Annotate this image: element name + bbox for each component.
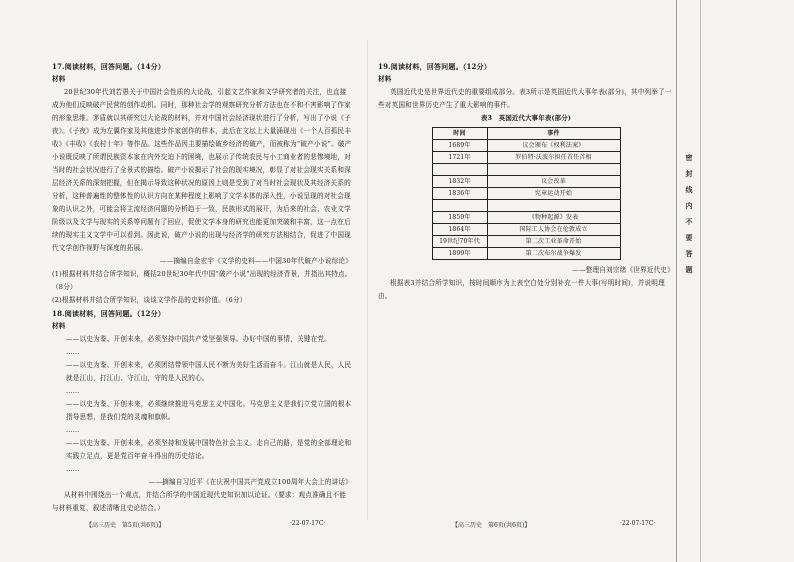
q17-source: ——摘编自金宏宇《文学的史料——中国30年代破产小说综论》: [159, 257, 352, 265]
table-row: [432, 188, 620, 200]
binding-char: 要: [685, 233, 693, 242]
table-cell-time: [432, 164, 487, 176]
binding-line: [676, 0, 677, 562]
table-cell-event: 宪章运动开始: [487, 188, 620, 200]
left-page: [52, 60, 352, 515]
table-header-event: 事件: [487, 128, 620, 140]
table-cell-event: 第二次工业革命开始: [487, 236, 620, 248]
table-row: [432, 248, 620, 260]
table-row: [432, 212, 620, 224]
table-cell-event: 议会颁布《权利法案》: [487, 140, 620, 152]
q18-title: 18.阅读材料，回答问题。（12分）: [52, 309, 166, 318]
table-cell-event: 国际工人协会在伦敦成立: [487, 224, 620, 236]
table-row: [432, 152, 620, 164]
binding-margin-text: [680, 150, 698, 278]
table-cell-time: 1836年: [432, 188, 487, 200]
table-caption: 表3 英国近代大事年表(部分): [480, 114, 572, 122]
chronology-table: [432, 127, 621, 260]
table-cell-event: [487, 200, 620, 212]
q18-ellipsis-1: ……: [66, 348, 80, 356]
table-cell-event: 罗伯特·沃波尔担任首任首相: [487, 152, 620, 164]
footer-right-page: 【高三历史 第6页(共6页)】: [452, 522, 531, 529]
q19-intro: 英国近代史是世界近代史的重要组成部分。表3所示是英国近代大事年表(部分)，其中列举了一些对英国和世界历史产生了重大影响的事件。: [378, 88, 672, 109]
table-cell-time: [432, 200, 487, 212]
table-cell-time: 1689年: [432, 140, 487, 152]
binding-char: 答: [685, 249, 693, 258]
table-cell-time: 19世纪70年代: [432, 236, 487, 248]
q18-quote-3: ——以史为鉴、开创未来，必须继续推进马克思主义中国化。马克思主义是我们立党立国的根本指导思想，是我们党的灵魂和旗帜。: [66, 400, 352, 421]
q17-material-body: 20世纪30年代刘若愚关于中国社会性质的大论战，引起文艺作家和文学研究者的关注，也直接成为他们反映破产民营的创作动机。同时，那种社会学的观察研究分析方法也在不和不害影响了作家的形象思维。茅盾就以其研究过大论战的材料，并对中国社会经济现状进行了分析，写出了小说《子夜》。《子夜》成为左翼作家及其他进步作家创作的样本，此后在文坛上大量涌现出《一个人百孤民丰收》《丰收》《农村十年》等作品。这些作品因主要描绘破乡经济的破产，而被称为“破产小说”。破产小说既反映了所谓民族资本家在内外交迫下的困境，也展示了传统农民与小工商业者的悲惨境地，对当时的社会状况进行了全景式的描绘。破产小说揭示了社会的现实境况，彰显了对社会现实关系和深层经济关系的深刻把握，但在揭示导致这种状况的原因上则是受到了对当时社会现状及其经济关系的分析，这种普遍性的整体性的认识方向在某种程度上影响了文学本体的深入性，小说呈现的对社会现象的认识之外，可能会将主流经济问题的分析趋于一致，民族形式的展开，为后来的社会、农业文学阶级以及文学与现实的关系等问题有了回应，促使文学本身的研究也能更加突破和丰富，这一点在后续的现实主义文学中可以看到。因此说，破产小说的出现与经济学的研究方法相结合，促进了中国现代文学创作视野与深度的拓展。: [52, 88, 352, 252]
table-header-time: 时间: [432, 128, 487, 140]
q18-quote-2: ——以史为鉴、开创未来，必须团结带领中国人民不断为美好生活而奋斗。江山就是人民，人民就是江山，打江山、守江山，守的是人民的心。: [66, 361, 352, 382]
table-row: [432, 176, 620, 188]
table-row: [432, 224, 620, 236]
footer-left-page: 【高三历史 第5页(共6页)】: [86, 522, 165, 529]
table-cell-event: [487, 164, 620, 176]
table-row: [432, 200, 620, 212]
binding-char: 内: [685, 201, 693, 210]
q18-ellipsis-2: ……: [66, 387, 80, 395]
footer-right-code: ·22-07-17C·: [620, 520, 656, 527]
q19-material-label: 材料: [378, 75, 392, 83]
binding-char: 线: [685, 185, 693, 194]
q17-question-1: (1)根据材料并结合所学知识，概括20世纪30年代中国“破产小说”出现的经济背景，并指出其特点。（8分）: [52, 270, 352, 291]
q18-prompt: 从材料中围绕出一个观点，并结合所学的中国近现代史知识加以论证。（要求：观点准确且不能与材料重复，叙述清晰且史论结合。）: [52, 491, 347, 512]
table-cell-time: 1721年: [432, 152, 487, 164]
table-body: [432, 140, 620, 260]
binding-char: 不: [685, 217, 693, 226]
table-row: [432, 236, 620, 248]
table-cell-time: 1899年: [432, 248, 487, 260]
table-row: [432, 140, 620, 152]
footer-left-code: ·22-07-17C·: [290, 520, 326, 527]
right-page: [378, 60, 674, 303]
table-cell-event: 《物种起源》发表: [487, 212, 620, 224]
table-cell-time: 1859年: [432, 212, 487, 224]
binding-char: 封: [685, 169, 693, 178]
q17-question-2: (2)根据材料并结合所学知识，谈谈文学作品的史料价值。（6分）: [52, 296, 247, 304]
binding-char: 题: [685, 265, 693, 274]
q18-quote-1: ——以史为鉴、开创未来，必须坚持中国共产党坚强领导。办好中国的事情，关键在党。: [66, 335, 331, 343]
table-cell-time: 1864年: [432, 224, 487, 236]
q19-source: ——整理自刘宗绪《世界近代史》: [572, 266, 674, 274]
table-row: [432, 164, 620, 176]
q18-quote-4: ——以史为鉴、开创未来，必须坚持和发展中国特色社会主义。走自己的路，是党的全部理论和实践立足点，更是党百年奋斗得出的历史结论。: [66, 439, 352, 460]
q19-prompt: 根据表3并结合所学知识，按时间顺序为上表空白处分别补充一件大事(写明时间)，并说明理由。: [378, 279, 665, 300]
q18-ellipsis-3: ……: [66, 426, 80, 434]
q18-material-label: 材料: [52, 322, 66, 330]
binding-line-outer: [700, 0, 701, 562]
table-cell-event: 第二次布尔战争爆发: [487, 248, 620, 260]
table-header-row: [432, 128, 620, 140]
q17-title: 17.阅读材料，回答问题。（14分）: [52, 62, 166, 71]
table-cell-time: 1832年: [432, 176, 487, 188]
q18-ellipsis-4: ……: [66, 465, 80, 473]
binding-char: 密: [685, 153, 693, 162]
q17-material-label: 材料: [52, 75, 66, 83]
q19-title: 19.阅读材料，回答问题。（12分）: [378, 62, 492, 71]
table-cell-event: 议会改革: [487, 176, 620, 188]
q18-source: ——摘编自习近平《在庆祝中国共产党成立100周年大会上的讲话》: [148, 478, 352, 486]
page-fold: [367, 40, 368, 520]
